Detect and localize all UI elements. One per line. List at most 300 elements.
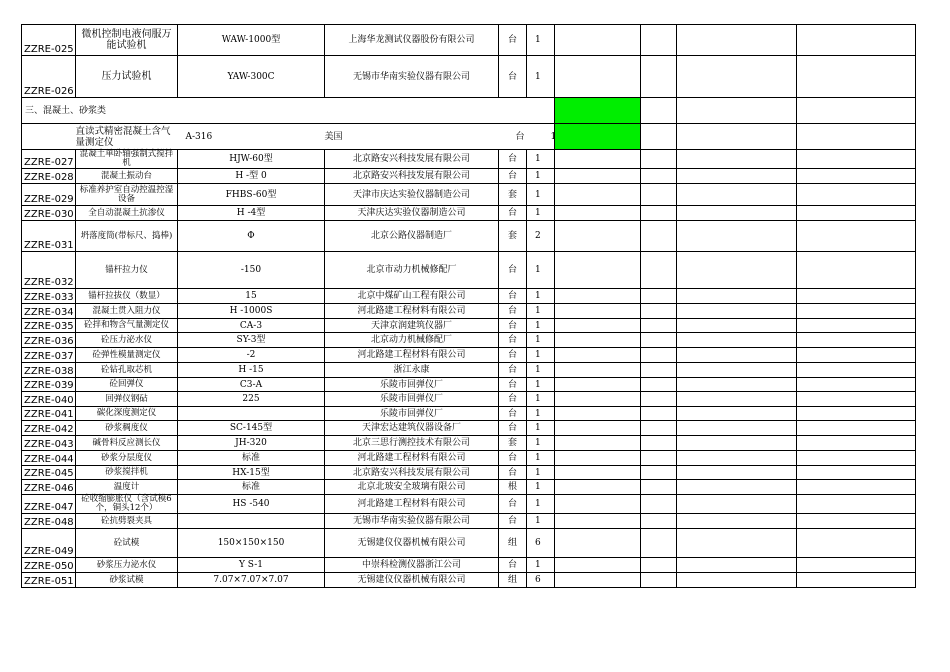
empty-cell[interactable]	[641, 495, 677, 514]
equipment-maker-cell[interactable]: 无锡建仪仪器机械有限公司	[325, 529, 499, 558]
equipment-model-cell[interactable]: C3-A	[178, 378, 325, 392]
empty-cell[interactable]	[797, 573, 916, 588]
empty-cell[interactable]	[641, 466, 677, 480]
equipment-name-cell[interactable]: 碳化深度测定仪	[76, 407, 178, 421]
empty-cell[interactable]	[677, 378, 797, 392]
equipment-qty-cell[interactable]: 1	[527, 184, 555, 206]
equipment-id-cell[interactable]: ZZRE-042	[22, 421, 76, 436]
equipment-unit-cell[interactable]: 根	[499, 480, 527, 495]
equipment-qty-cell[interactable]: 1	[527, 319, 555, 333]
equipment-maker-cell[interactable]: 北京路安兴科技发展有限公司	[325, 169, 499, 184]
equipment-unit-cell[interactable]: 台	[499, 124, 527, 150]
empty-cell[interactable]	[677, 495, 797, 514]
equipment-name-cell[interactable]: 混凝土振动台	[76, 169, 178, 184]
empty-cell[interactable]	[555, 221, 641, 252]
equipment-qty-cell[interactable]: 1	[527, 480, 555, 495]
equipment-model-cell[interactable]: 7.07×7.07×7.07	[178, 573, 325, 588]
equipment-id-cell[interactable]: ZZRE-040	[22, 392, 76, 407]
empty-cell[interactable]	[677, 25, 797, 56]
empty-cell[interactable]	[797, 252, 916, 289]
equipment-qty-cell[interactable]: 1	[527, 169, 555, 184]
equipment-unit-cell[interactable]: 台	[499, 421, 527, 436]
equipment-id-cell[interactable]: ZZRE-030	[22, 206, 76, 221]
equipment-model-cell[interactable]: H -1000S	[178, 304, 325, 319]
empty-cell[interactable]	[797, 56, 916, 98]
table-row	[22, 436, 916, 451]
table-row	[22, 407, 916, 421]
empty-cell[interactable]	[641, 319, 677, 333]
empty-cell[interactable]	[555, 252, 641, 289]
equipment-maker-cell[interactable]: 北京路安兴科技发展有限公司	[325, 150, 499, 169]
equipment-maker-cell[interactable]: 河北路建工程材料有限公司	[325, 451, 499, 466]
empty-cell[interactable]	[677, 407, 797, 421]
empty-cell[interactable]	[797, 466, 916, 480]
empty-cell[interactable]	[641, 451, 677, 466]
equipment-name-cell[interactable]: 混凝土单卧轴强制式搅拌机	[76, 150, 178, 169]
equipment-maker-cell[interactable]: 河北路建工程材料有限公司	[325, 304, 499, 319]
equipment-qty-cell[interactable]: 1	[527, 124, 555, 150]
empty-cell[interactable]	[797, 480, 916, 495]
equipment-qty-cell[interactable]: 1	[527, 363, 555, 378]
empty-cell[interactable]	[641, 206, 677, 221]
empty-cell[interactable]	[641, 480, 677, 495]
equipment-maker-cell[interactable]: 中崇科检测仪器浙江公司	[325, 558, 499, 573]
equipment-maker-cell[interactable]: 无锡市华南实验仪器有限公司	[325, 56, 499, 98]
empty-cell[interactable]	[677, 348, 797, 363]
equipment-model-cell[interactable]: HX-15型	[178, 466, 325, 480]
empty-cell[interactable]	[677, 480, 797, 495]
equipment-unit-cell[interactable]: 台	[499, 363, 527, 378]
empty-cell[interactable]	[555, 573, 641, 588]
equipment-unit-cell[interactable]: 套	[499, 221, 527, 252]
empty-cell[interactable]	[677, 169, 797, 184]
equipment-name-cell[interactable]: 碱骨料反应测长仪	[76, 436, 178, 451]
table-row	[22, 184, 916, 206]
equipment-qty-cell[interactable]: 6	[527, 573, 555, 588]
equipment-unit-cell[interactable]: 台	[499, 451, 527, 466]
table-row	[22, 252, 916, 289]
empty-cell[interactable]	[677, 221, 797, 252]
equipment-id-cell[interactable]: ZZRE-046	[22, 480, 76, 495]
empty-cell[interactable]	[677, 451, 797, 466]
equipment-id-cell[interactable]: ZZRE-051	[22, 573, 76, 588]
empty-cell[interactable]	[641, 333, 677, 348]
equipment-id-cell[interactable]: ZZRE-027	[22, 150, 76, 169]
empty-cell[interactable]	[677, 98, 797, 124]
empty-cell[interactable]	[641, 436, 677, 451]
equipment-id-cell[interactable]: ZZRE-029	[22, 184, 76, 206]
equipment-name-cell[interactable]: 砼钻孔取芯机	[76, 363, 178, 378]
equipment-unit-cell[interactable]: 台	[499, 392, 527, 407]
equipment-unit-cell[interactable]: 台	[499, 206, 527, 221]
equipment-unit-cell[interactable]: 台	[499, 495, 527, 514]
empty-cell[interactable]	[677, 184, 797, 206]
equipment-maker-cell[interactable]: 河北路建工程材料有限公司	[325, 348, 499, 363]
empty-cell[interactable]	[641, 558, 677, 573]
empty-cell[interactable]	[797, 451, 916, 466]
equipment-id-cell[interactable]: ZZRE-048	[22, 514, 76, 529]
equipment-id-cell[interactable]: ZZRE-044	[22, 451, 76, 466]
equipment-model-cell[interactable]: Y S-1	[178, 558, 325, 573]
table-row	[22, 319, 916, 333]
empty-cell[interactable]	[641, 289, 677, 304]
equipment-qty-cell[interactable]: 1	[527, 56, 555, 98]
equipment-name-cell[interactable]: 直读式精密混凝土含气量测定仪	[76, 124, 178, 150]
empty-cell[interactable]	[797, 392, 916, 407]
equipment-id-cell[interactable]: ZZRE-039	[22, 378, 76, 392]
empty-cell[interactable]	[677, 333, 797, 348]
equipment-model-cell[interactable]: 标准	[178, 480, 325, 495]
equipment-model-cell[interactable]: JH-320	[178, 436, 325, 451]
equipment-unit-cell[interactable]: 台	[499, 289, 527, 304]
empty-cell[interactable]	[677, 206, 797, 221]
equipment-model-cell[interactable]: FHBS-60型	[178, 184, 325, 206]
equipment-name-cell[interactable]: 标准养护室自动控温控湿设备	[76, 184, 178, 206]
empty-cell[interactable]	[677, 436, 797, 451]
equipment-model-cell[interactable]	[178, 407, 325, 421]
equipment-qty-cell[interactable]: 1	[527, 466, 555, 480]
equipment-name-cell[interactable]: 砼拌和物含气量测定仪	[76, 319, 178, 333]
equipment-name-cell[interactable]: 锚杆拉力仪	[76, 252, 178, 289]
equipment-qty-cell[interactable]: 6	[527, 529, 555, 558]
equipment-name-cell[interactable]: 温度计	[76, 480, 178, 495]
empty-cell[interactable]	[797, 150, 916, 169]
equipment-id-cell[interactable]: ZZRE-050	[22, 558, 76, 573]
empty-cell[interactable]	[677, 558, 797, 573]
table-row	[22, 289, 916, 304]
equipment-name-cell[interactable]: 坍落度筒(带标尺、捣棒)	[76, 221, 178, 252]
empty-cell[interactable]	[641, 514, 677, 529]
empty-cell[interactable]	[555, 451, 641, 466]
empty-cell[interactable]	[797, 514, 916, 529]
highlight-cell[interactable]	[555, 124, 641, 150]
equipment-qty-cell[interactable]: 1	[527, 436, 555, 451]
empty-cell[interactable]	[555, 392, 641, 407]
empty-cell[interactable]	[641, 98, 677, 124]
equipment-unit-cell[interactable]: 台	[499, 348, 527, 363]
empty-cell[interactable]	[555, 150, 641, 169]
empty-cell[interactable]	[555, 289, 641, 304]
equipment-id-cell[interactable]: ZZRE-045	[22, 466, 76, 480]
equipment-maker-cell[interactable]: 无锡市华南实验仪器有限公司	[325, 514, 499, 529]
empty-cell[interactable]	[641, 252, 677, 289]
empty-cell[interactable]	[555, 304, 641, 319]
equipment-qty-cell[interactable]: 1	[527, 348, 555, 363]
equipment-name-cell[interactable]: 压力试验机	[76, 56, 178, 98]
empty-cell[interactable]	[555, 480, 641, 495]
equipment-unit-cell[interactable]: 台	[499, 407, 527, 421]
equipment-table	[21, 24, 916, 588]
equipment-unit-cell[interactable]: 组	[499, 529, 527, 558]
empty-cell[interactable]	[555, 25, 641, 56]
equipment-qty-cell[interactable]: 1	[527, 378, 555, 392]
equipment-id-cell[interactable]: ZZRE-047	[22, 495, 76, 514]
empty-cell[interactable]	[641, 363, 677, 378]
equipment-name-cell[interactable]: 砂浆搅拌机	[76, 466, 178, 480]
empty-cell[interactable]	[677, 252, 797, 289]
equipment-qty-cell[interactable]: 1	[527, 333, 555, 348]
equipment-model-cell[interactable]: HS -540	[178, 495, 325, 514]
equipment-model-cell[interactable]: SY-3型	[178, 333, 325, 348]
equipment-name-cell[interactable]: 砂浆稠度仪	[76, 421, 178, 436]
empty-cell[interactable]	[677, 466, 797, 480]
equipment-maker-cell[interactable]: 乐陵市回弹仪厂	[325, 392, 499, 407]
empty-cell[interactable]	[641, 150, 677, 169]
equipment-model-cell[interactable]: A-316	[178, 124, 325, 150]
table-row	[22, 206, 916, 221]
equipment-unit-cell[interactable]: 套	[499, 436, 527, 451]
equipment-unit-cell[interactable]: 台	[499, 333, 527, 348]
empty-cell[interactable]	[677, 289, 797, 304]
empty-cell[interactable]	[797, 124, 916, 150]
equipment-model-cell[interactable]: 标准	[178, 451, 325, 466]
equipment-maker-cell[interactable]: 北京北玻安全玻璃有限公司	[325, 480, 499, 495]
empty-cell[interactable]	[641, 573, 677, 588]
equipment-id-cell[interactable]: ZZRE-049	[22, 529, 76, 558]
equipment-name-cell[interactable]: 砼弹性模量测定仪	[76, 348, 178, 363]
equipment-qty-cell[interactable]: 1	[527, 150, 555, 169]
empty-cell[interactable]	[797, 184, 916, 206]
equipment-qty-cell[interactable]: 1	[527, 558, 555, 573]
empty-cell[interactable]	[677, 304, 797, 319]
equipment-model-cell[interactable]: 15	[178, 289, 325, 304]
equipment-model-cell[interactable]: YAW-300C	[178, 56, 325, 98]
empty-cell[interactable]	[797, 558, 916, 573]
empty-cell[interactable]	[797, 98, 916, 124]
empty-cell[interactable]	[555, 466, 641, 480]
empty-cell[interactable]	[641, 25, 677, 56]
table-row	[22, 529, 916, 558]
equipment-unit-cell[interactable]: 套	[499, 184, 527, 206]
empty-cell[interactable]	[641, 184, 677, 206]
empty-cell[interactable]	[797, 333, 916, 348]
empty-cell[interactable]	[677, 392, 797, 407]
equipment-model-cell[interactable]: -2	[178, 348, 325, 363]
equipment-maker-cell[interactable]: 天津宏达建筑仪器设备厂	[325, 421, 499, 436]
equipment-unit-cell[interactable]: 台	[499, 304, 527, 319]
equipment-model-cell[interactable]	[178, 514, 325, 529]
empty-cell[interactable]	[555, 319, 641, 333]
empty-cell[interactable]	[797, 348, 916, 363]
equipment-unit-cell[interactable]: 台	[499, 378, 527, 392]
empty-cell[interactable]	[555, 184, 641, 206]
equipment-maker-cell[interactable]: 浙江永康	[325, 363, 499, 378]
equipment-maker-cell[interactable]: 上海华龙测试仪器股份有限公司	[325, 25, 499, 56]
empty-cell[interactable]	[797, 495, 916, 514]
equipment-maker-cell[interactable]: 河北路建工程材料有限公司	[325, 495, 499, 514]
equipment-id-cell[interactable]: ZZRE-043	[22, 436, 76, 451]
equipment-name-cell[interactable]: 微机控制电液伺服万能试验机	[76, 25, 178, 56]
empty-cell[interactable]	[555, 206, 641, 221]
empty-cell[interactable]	[555, 333, 641, 348]
equipment-unit-cell[interactable]: 台	[499, 150, 527, 169]
equipment-model-cell[interactable]: H -4型	[178, 206, 325, 221]
empty-cell[interactable]	[797, 221, 916, 252]
equipment-unit-cell[interactable]: 台	[499, 466, 527, 480]
equipment-id-cell[interactable]: ZZRE-036	[22, 333, 76, 348]
equipment-id-cell[interactable]: ZZRE-031	[22, 221, 76, 252]
table-row	[22, 221, 916, 252]
equipment-id-cell[interactable]: ZZRE-026	[22, 56, 76, 98]
equipment-name-cell[interactable]: 砼回弹仪	[76, 378, 178, 392]
empty-cell[interactable]	[555, 558, 641, 573]
equipment-name-cell[interactable]: 砼试模	[76, 529, 178, 558]
equipment-id-cell[interactable]	[22, 124, 76, 150]
equipment-unit-cell[interactable]: 台	[499, 558, 527, 573]
empty-cell[interactable]	[641, 529, 677, 558]
equipment-name-cell[interactable]: 砂浆分层度仪	[76, 451, 178, 466]
equipment-maker-cell[interactable]: 乐陵市回弹仪厂	[325, 378, 499, 392]
empty-cell[interactable]	[555, 169, 641, 184]
empty-cell[interactable]	[641, 304, 677, 319]
highlight-cell[interactable]	[555, 98, 641, 124]
empty-cell[interactable]	[797, 319, 916, 333]
empty-cell[interactable]	[555, 56, 641, 98]
table-row	[22, 514, 916, 529]
empty-cell[interactable]	[797, 529, 916, 558]
empty-cell[interactable]	[641, 378, 677, 392]
empty-cell[interactable]	[641, 56, 677, 98]
equipment-id-cell[interactable]: ZZRE-033	[22, 289, 76, 304]
equipment-maker-cell[interactable]: 北京三思行测控技术有限公司	[325, 436, 499, 451]
empty-cell[interactable]	[797, 378, 916, 392]
empty-cell[interactable]	[641, 392, 677, 407]
empty-cell[interactable]	[641, 124, 677, 150]
empty-cell[interactable]	[641, 407, 677, 421]
equipment-id-cell[interactable]: ZZRE-028	[22, 169, 76, 184]
equipment-model-cell[interactable]: HJW-60型	[178, 150, 325, 169]
equipment-id-cell[interactable]: ZZRE-032	[22, 252, 76, 289]
equipment-qty-cell[interactable]: 1	[527, 451, 555, 466]
empty-cell[interactable]	[677, 124, 797, 150]
empty-cell[interactable]	[555, 363, 641, 378]
equipment-model-cell[interactable]: H -型 0	[178, 169, 325, 184]
equipment-name-cell[interactable]: 砂浆压力泌水仪	[76, 558, 178, 573]
empty-cell[interactable]	[677, 573, 797, 588]
empty-cell[interactable]	[797, 363, 916, 378]
empty-cell[interactable]	[641, 348, 677, 363]
equipment-model-cell[interactable]: WAW-1000型	[178, 25, 325, 56]
equipment-model-cell[interactable]: CA-3	[178, 319, 325, 333]
empty-cell[interactable]	[797, 289, 916, 304]
equipment-name-cell[interactable]: 砂浆试模	[76, 573, 178, 588]
equipment-name-cell[interactable]: 混凝土贯入阻力仪	[76, 304, 178, 319]
empty-cell[interactable]	[797, 206, 916, 221]
table-row	[22, 573, 916, 588]
equipment-id-cell[interactable]: ZZRE-025	[22, 25, 76, 56]
equipment-qty-cell[interactable]: 1	[527, 495, 555, 514]
equipment-table-body	[22, 25, 916, 588]
empty-cell[interactable]	[555, 348, 641, 363]
empty-cell[interactable]	[677, 150, 797, 169]
empty-cell[interactable]	[677, 56, 797, 98]
table-row	[22, 348, 916, 363]
empty-cell[interactable]	[677, 363, 797, 378]
empty-cell[interactable]	[555, 495, 641, 514]
equipment-maker-cell[interactable]: 美国	[325, 124, 499, 150]
equipment-id-cell[interactable]: ZZRE-035	[22, 319, 76, 333]
equipment-unit-cell[interactable]: 台	[499, 169, 527, 184]
empty-cell[interactable]	[797, 304, 916, 319]
empty-cell[interactable]	[677, 514, 797, 529]
equipment-sheet	[21, 24, 915, 588]
table-row	[22, 558, 916, 573]
equipment-unit-cell[interactable]: 台	[499, 25, 527, 56]
equipment-model-cell[interactable]: -150	[178, 252, 325, 289]
equipment-qty-cell[interactable]: 1	[527, 392, 555, 407]
equipment-unit-cell[interactable]: 台	[499, 56, 527, 98]
equipment-name-cell[interactable]: 砼压力泌水仪	[76, 333, 178, 348]
equipment-id-cell[interactable]: ZZRE-041	[22, 407, 76, 421]
equipment-maker-cell[interactable]: 北京市动力机械修配厂	[325, 252, 499, 289]
equipment-qty-cell[interactable]: 2	[527, 221, 555, 252]
equipment-unit-cell[interactable]: 台	[499, 319, 527, 333]
empty-cell[interactable]	[641, 221, 677, 252]
empty-cell[interactable]	[797, 407, 916, 421]
empty-cell[interactable]	[555, 407, 641, 421]
equipment-qty-cell[interactable]: 1	[527, 206, 555, 221]
empty-cell[interactable]	[797, 421, 916, 436]
equipment-maker-cell[interactable]: 北京中煤矿山工程有限公司	[325, 289, 499, 304]
equipment-qty-cell[interactable]: 1	[527, 252, 555, 289]
equipment-model-cell[interactable]: 225	[178, 392, 325, 407]
equipment-model-cell[interactable]: SC-145型	[178, 421, 325, 436]
equipment-maker-cell[interactable]: 天津市庆达实验仪器制造公司	[325, 184, 499, 206]
equipment-name-cell[interactable]: 回弹仪钢砧	[76, 392, 178, 407]
equipment-maker-cell[interactable]: 北京路安兴科技发展有限公司	[325, 466, 499, 480]
empty-cell[interactable]	[641, 169, 677, 184]
equipment-qty-cell[interactable]: 1	[527, 304, 555, 319]
equipment-model-cell[interactable]: 150×150×150	[178, 529, 325, 558]
equipment-unit-cell[interactable]: 组	[499, 573, 527, 588]
equipment-name-cell[interactable]: 锚杆拉拔仪（数显）	[76, 289, 178, 304]
empty-cell[interactable]	[555, 421, 641, 436]
equipment-maker-cell[interactable]: 北京公路仪器制造厂	[325, 221, 499, 252]
equipment-id-cell[interactable]: ZZRE-034	[22, 304, 76, 319]
equipment-qty-cell[interactable]: 1	[527, 289, 555, 304]
empty-cell[interactable]	[641, 421, 677, 436]
empty-cell[interactable]	[797, 169, 916, 184]
empty-cell[interactable]	[555, 514, 641, 529]
equipment-id-cell[interactable]: ZZRE-038	[22, 363, 76, 378]
equipment-qty-cell[interactable]: 1	[527, 407, 555, 421]
empty-cell[interactable]	[677, 421, 797, 436]
empty-cell[interactable]	[555, 436, 641, 451]
empty-cell[interactable]	[677, 529, 797, 558]
empty-cell[interactable]	[797, 436, 916, 451]
equipment-unit-cell[interactable]: 台	[499, 514, 527, 529]
equipment-name-cell[interactable]: 砼抗劈裂夹具	[76, 514, 178, 529]
equipment-qty-cell[interactable]: 1	[527, 514, 555, 529]
equipment-unit-cell[interactable]: 台	[499, 252, 527, 289]
equipment-model-cell[interactable]: Φ	[178, 221, 325, 252]
equipment-maker-cell[interactable]: 乐陵市回弹仪厂	[325, 407, 499, 421]
equipment-qty-cell[interactable]: 1	[527, 421, 555, 436]
equipment-maker-cell[interactable]: 无锡建仪仪器机械有限公司	[325, 573, 499, 588]
empty-cell[interactable]	[555, 378, 641, 392]
empty-cell[interactable]	[797, 25, 916, 56]
equipment-qty-cell[interactable]: 1	[527, 25, 555, 56]
equipment-maker-cell[interactable]: 北京动力机械修配厂	[325, 333, 499, 348]
equipment-model-cell[interactable]: H -15	[178, 363, 325, 378]
equipment-name-cell[interactable]: 砼收缩膨胀仪（含试模6个，铜头12个）	[76, 495, 178, 514]
empty-cell[interactable]	[555, 529, 641, 558]
empty-cell[interactable]	[677, 319, 797, 333]
equipment-name-cell[interactable]: 全自动混凝土抗渗仪	[76, 206, 178, 221]
equipment-maker-cell[interactable]: 天津庆达实验仪器制造公司	[325, 206, 499, 221]
equipment-id-cell[interactable]: ZZRE-037	[22, 348, 76, 363]
equipment-maker-cell[interactable]: 天津京润建筑仪器厂	[325, 319, 499, 333]
